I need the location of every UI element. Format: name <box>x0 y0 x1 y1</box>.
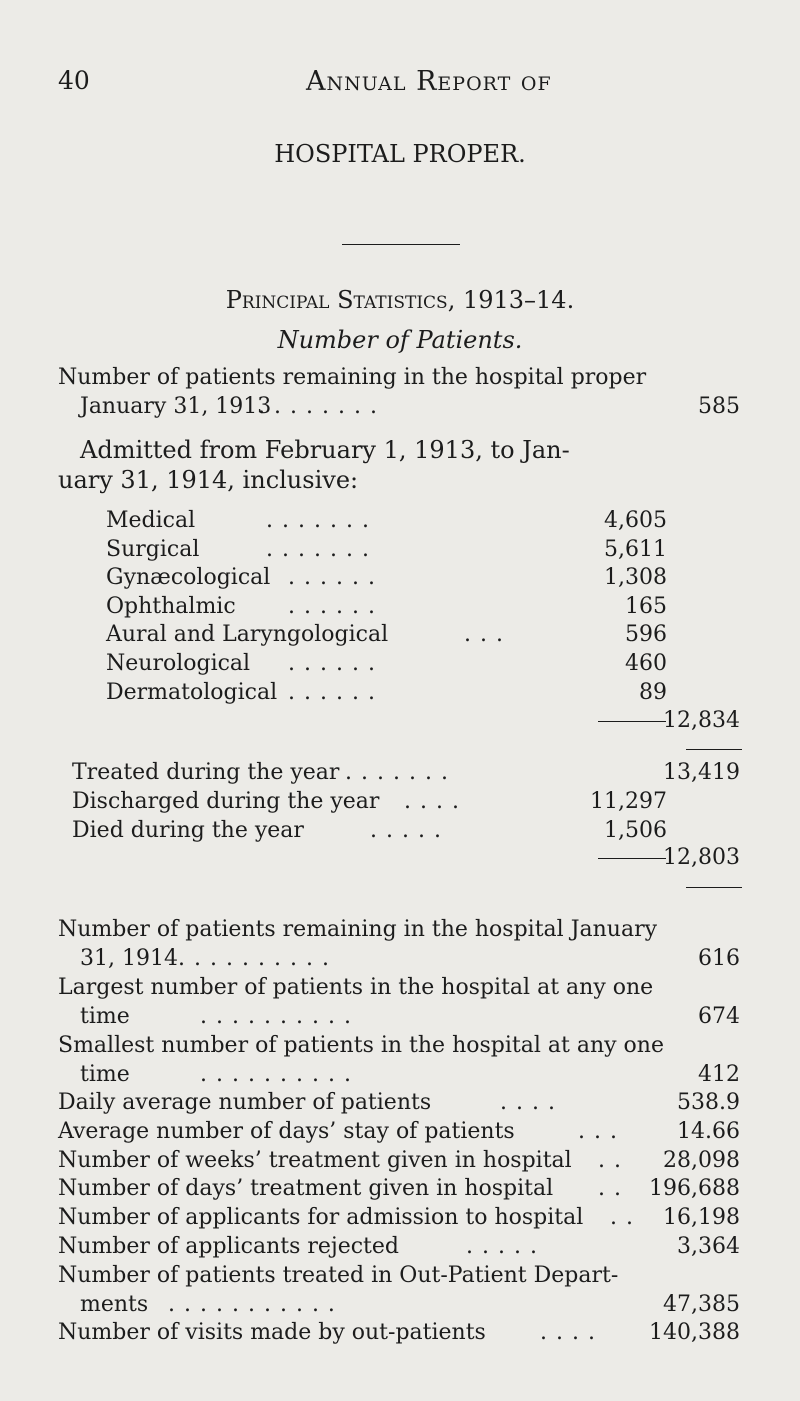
leader-dots: .... <box>404 789 468 814</box>
running-head: Annual Report of <box>306 66 552 97</box>
treated-value: 13,419 <box>663 760 740 785</box>
dept-value: 1,308 <box>604 565 667 590</box>
leader-dots: ...... <box>288 651 384 676</box>
stat-line: Smallest number of patients in the hospital at any one <box>58 1033 664 1058</box>
stat-line: Number of applicants rejected <box>58 1234 399 1259</box>
stat-value: 14.66 <box>677 1119 740 1144</box>
admitted-line1: Admitted from February 1, 1913, to Jan- <box>80 436 570 464</box>
admitted-total: 12,834 <box>663 708 740 733</box>
subtitle: Principal Statistics, 1913–14. <box>225 286 575 314</box>
section-title: Number of Patients. <box>277 326 523 354</box>
remaining-start-line2: January 31, 1913 <box>80 394 272 419</box>
leader-dots: .......... <box>200 1004 360 1029</box>
title-divider <box>342 244 460 245</box>
dept-label: Surgical <box>106 537 200 562</box>
stat-line: Number of weeks’ treatment given in hospital <box>58 1148 572 1173</box>
leader-dots: .. <box>598 1176 630 1201</box>
stat-line: Largest number of patients in the hospital at any one <box>58 975 654 1000</box>
discharged-label: Discharged during the year <box>72 789 380 814</box>
dept-label: Neurological <box>106 651 251 676</box>
leader-dots: .......... <box>178 946 338 971</box>
leader-dots: .......... <box>200 1062 360 1087</box>
remaining-start-value: 585 <box>698 394 740 419</box>
sum-rule <box>598 721 666 722</box>
leader-dots: .. <box>598 1148 630 1173</box>
stat-value: 412 <box>698 1062 740 1087</box>
stat-value: 47,385 <box>663 1292 740 1317</box>
stat-line: time <box>80 1062 130 1087</box>
leader-dots: ........... <box>168 1292 344 1317</box>
leader-dots: ...... <box>288 594 384 619</box>
leader-dots: .... <box>540 1320 604 1345</box>
dept-label: Medical <box>106 508 196 533</box>
dept-label: Aural and Laryngological <box>106 622 389 647</box>
discharged-value: 11,297 <box>590 789 667 814</box>
leader-dots: ..... <box>370 818 450 843</box>
dept-value: 5,611 <box>604 537 667 562</box>
leader-dots: .. <box>610 1205 642 1230</box>
leader-dots: ...... <box>288 565 384 590</box>
stat-line: Number of days’ treatment given in hospital <box>58 1176 554 1201</box>
page-number: 40 <box>58 66 90 95</box>
leader-dots: ....... <box>266 537 378 562</box>
stat-value: 538.9 <box>677 1090 740 1115</box>
stat-line: time <box>80 1004 130 1029</box>
leader-dots: .... <box>500 1090 564 1115</box>
dept-label: Dermatological <box>106 680 278 705</box>
page-title: HOSPITAL PROPER. <box>274 140 526 168</box>
stat-line: Average number of days’ stay of patients <box>58 1119 515 1144</box>
leader-dots: ...... <box>288 680 384 705</box>
stat-value: 3,364 <box>677 1234 740 1259</box>
out-total: 12,803 <box>663 845 740 870</box>
stat-line: Number of patients remaining in the hospital January <box>58 917 658 942</box>
stat-value: 616 <box>698 946 740 971</box>
dept-value: 596 <box>625 622 667 647</box>
stat-line: Daily average number of patients <box>58 1090 432 1115</box>
admitted-line2: uary 31, 1914, inclusive: <box>58 466 359 494</box>
sum-rule <box>686 749 742 750</box>
stat-line: 31, 1914 <box>80 946 178 971</box>
dept-value: 165 <box>625 594 667 619</box>
sum-rule <box>598 858 666 859</box>
leader-dots: ... <box>464 622 512 647</box>
dept-value: 4,605 <box>604 508 667 533</box>
treated-label: Treated during the year <box>72 760 340 785</box>
stat-line: Number of applicants for admission to hospital <box>58 1205 584 1230</box>
leader-dots: ....... <box>266 508 378 533</box>
stat-line: Number of visits made by out-patients <box>58 1320 486 1345</box>
leader-dots: ........ <box>258 394 386 419</box>
stat-value: 140,388 <box>649 1320 740 1345</box>
stat-value: 16,198 <box>663 1205 740 1230</box>
died-value: 1,506 <box>604 818 667 843</box>
dept-value: 89 <box>639 680 667 705</box>
dept-value: 460 <box>625 651 667 676</box>
stat-value: 196,688 <box>649 1176 740 1201</box>
stat-value: 674 <box>698 1004 740 1029</box>
leader-dots: ..... <box>466 1234 546 1259</box>
dept-label: Ophthalmic <box>106 594 236 619</box>
dept-label: Gynæcological <box>106 565 271 590</box>
stat-line: Number of patients treated in Out-Patient Depart- <box>58 1263 619 1288</box>
died-label: Died during the year <box>72 818 304 843</box>
leader-dots: ... <box>578 1119 626 1144</box>
remaining-start-line1: Number of patients remaining in the hospital proper <box>58 365 647 390</box>
sum-rule <box>686 887 742 888</box>
leader-dots: ....... <box>345 760 457 785</box>
stat-value: 28,098 <box>663 1148 740 1173</box>
stat-line: ments <box>80 1292 149 1317</box>
